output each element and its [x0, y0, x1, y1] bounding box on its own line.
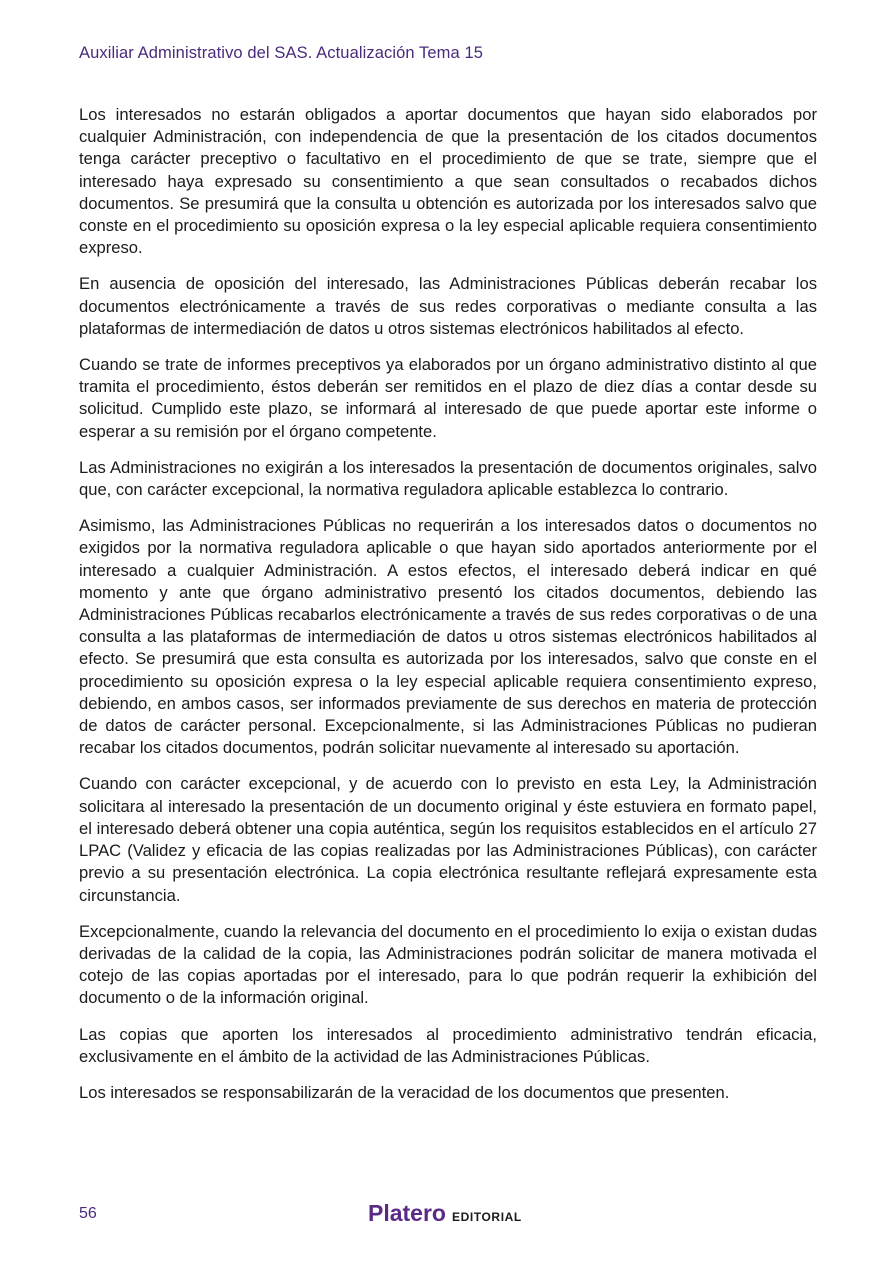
publisher-suffix: EDITORIAL	[451, 1210, 522, 1224]
paragraph: Cuando con carácter excepcional, y de acuerdo con lo previsto en esta Ley, la Administración solicitara al interesado la presentación de un documento original y éste estuviera en formato papel, el interesado deberá obtener una copia auténtica, según los requisitos establecidos en el artículo 27 LPAC (Validez y eficacia de las copias realizadas por las Administraciones Públicas), con carácter previo a su presentación electrónica. La copia electrónica resultante reflejará expresamente esta circunstancia.	[79, 774, 817, 905]
publisher-logo	[368, 1200, 522, 1227]
publisher-name: Platero	[368, 1200, 446, 1226]
paragraph: Excepcionalmente, cuando la relevancia del documento en el procedimiento lo exija o existan dudas derivadas de la calidad de la copia, las Administraciones podrán solicitar de manera motivada el cotejo de las copias aportadas por el interesado, para lo que podrán requerir la exhibición del documento o de la información original.	[79, 921, 817, 1008]
paragraph: En ausencia de oposición del interesado, las Administraciones Públicas deberán recabar los documentos electrónicamente a través de sus redes corporativas o mediante consulta a las plataformas de intermediación de datos u otros sistemas electrónicos habilitados al efecto.	[79, 274, 817, 338]
paragraph: Los interesados no estarán obligados a aportar documentos que hayan sido elaborados por cualquier Administración, con independencia de que la presentación de los citados documentos tenga carácter preceptivo o facultativo en el procedimiento de que se trate, siempre que el interesado haya expresado su consentimiento a que sean consultados o recabados dichos documentos. Se presumirá que la consulta u obtención es autorizada por los interesados salvo que conste en el procedimiento su oposición expresa o la ley especial aplicable requiera consentimiento expreso.	[79, 105, 817, 258]
running-header-title: Auxiliar Administrativo del SAS. Actualización Tema 15	[79, 44, 484, 62]
paragraph: Los interesados se responsabilizarán de la veracidad de los documentos que presenten.	[79, 1082, 730, 1102]
page-number: 56	[79, 1205, 97, 1222]
paragraph: Asimismo, las Administraciones Públicas no requerirán a los interesados datos o documentos no exigidos por la normativa reguladora aplicable o que hayan sido aportados anteriormente por el interesado a cualquier Administración. A estos efectos, el interesado deberá indicar en qué momento y ante que órgano administrativo presentó los citados documentos, debiendo las Administraciones Públicas recabarlos electrónicamente a través de sus redes corporativas o de una consulta a las plataformas de intermediación de datos u otros sistemas electrónicos habilitados al efecto. Se presumirá que esta consulta es autorizada por los interesados, salvo que conste en el procedimiento su oposición expresa o la ley especial aplicable requiera consentimiento expreso, debiendo, en ambos casos, ser informados previamente de sus derechos en materia de protección de datos de carácter personal. Excepcionalmente, si las Administraciones Públicas no pudieran recabar los citados documentos, podrán solicitar nuevamente al interesado su aportación.	[79, 516, 817, 758]
paragraph: Cuando se trate de informes preceptivos ya elaborados por un órgano administrativo distinto al que tramita el procedimiento, éstos deberán ser remitidos en el plazo de diez días a contar desde su solicitud. Cumplido este plazo, se informará al interesado de que puede aportar este informe o esperar a su remisión por el órgano competente.	[79, 355, 817, 441]
document-body	[79, 104, 817, 1118]
paragraph: Las copias que aporten los interesados al procedimiento administrativo tendrán eficacia, exclusivamente en el ámbito de la actividad de las Administraciones Públicas.	[79, 1024, 817, 1066]
paragraph: Las Administraciones no exigirán a los interesados la presentación de documentos originales, salvo que, con carácter excepcional, la normativa reguladora aplicable establezca lo contrario.	[79, 457, 817, 500]
